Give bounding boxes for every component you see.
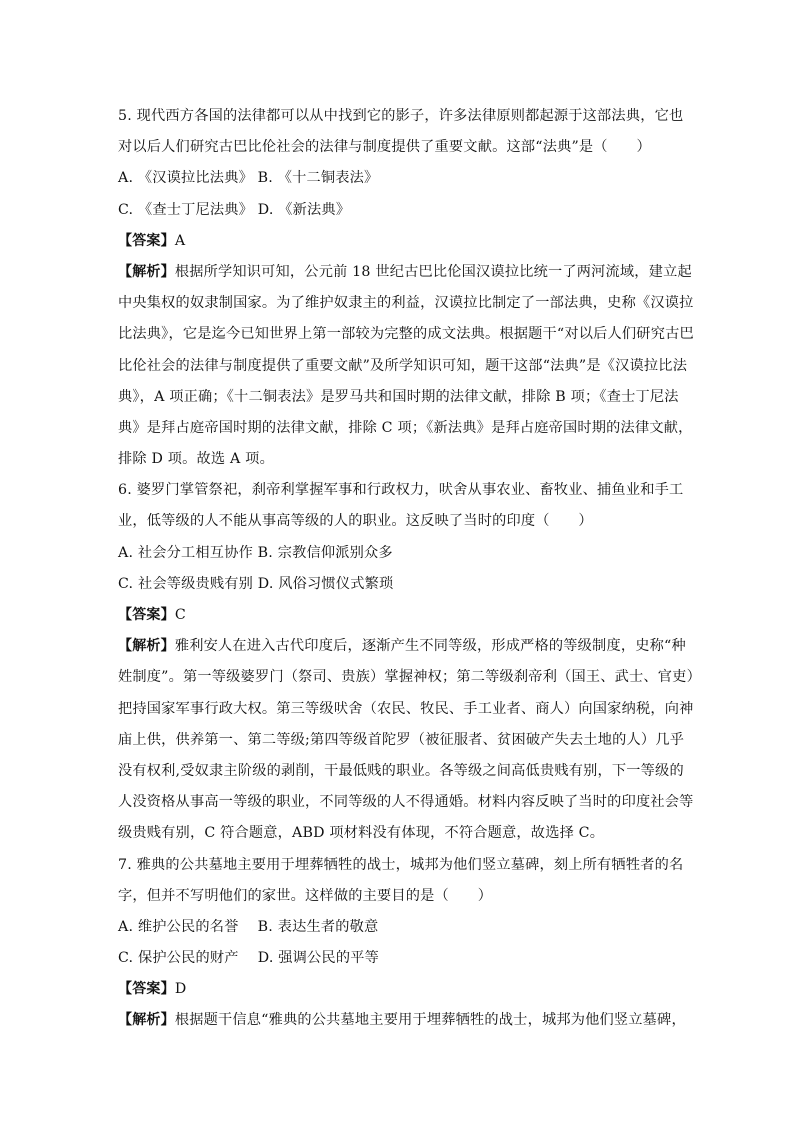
answer-value: C (174, 607, 186, 623)
analysis-line: 姓制度”。第一等级婆罗门（祭司、贵族）掌握神权；第二等级刹帝利（国王、武士、官吏） (118, 669, 701, 686)
option-line: C. 《查士丁尼法典》 D. 《新法典》 (118, 201, 351, 218)
answer-tag: 【答案】 (118, 232, 175, 249)
analysis-tag: 【解析】 (118, 1012, 175, 1029)
analysis-line: 没有权利,受奴隶主阶级的剥削，干最低贱的职业。各等级之间高低贵贱有别，下一等级的 (118, 762, 684, 779)
analysis-line (118, 631, 686, 662)
analysis-line: 中央集权的奴隶制国家。为了维护奴隶主的利益，汉谟拉比制定了一部法典，史称《汉谟拉 (118, 295, 694, 312)
answer-tag: 【答案】 (118, 607, 175, 623)
analysis-line: 典》，A 项正确；《十二铜表法》是罗马共和国时期的法律文献，排除 B 项；《查士丁尼法 (118, 388, 679, 405)
analysis-line: 人没资格从事高一等级的职业，不同等级的人不得通婚。材料内容反映了当时的印度社会等 (118, 794, 694, 811)
answer-value: A (174, 232, 186, 249)
analysis-line: 比法典》，它是迄今已知世界上第一部较为完整的成文法典。根据题干“对以后人们研究古巴 (118, 326, 694, 343)
analysis-text: 根据所学知识可知，公元前 18 世纪古巴比伦国汉谟拉比统一了两河流域，建立起 (174, 263, 692, 280)
question-stem-line: 5. 现代西方各国的法律都可以从中找到它的影子，许多法律原则都起源于这部法典，它也 (118, 108, 684, 124)
option-line: A. 社会分工相互协作 B. 宗教信仰派别众多 (118, 544, 393, 561)
analysis-line (118, 257, 692, 288)
analysis-line: 庙上供，供养第一、第二等级;第四等级首陀罗（被征服者、贫困破产失去土地的人）几乎 (118, 731, 685, 748)
analysis-line: 典》是拜占庭帝国时期的法律文献，排除 C 项；《新法典》是拜占庭帝国时期的法律文献， (118, 419, 693, 436)
question-stem-line: 对以后人们研究古巴比伦社会的法律与制度提供了重要文献。这部“法典”是（ ） (118, 139, 651, 156)
question-5 (118, 101, 694, 475)
option-line: A. 维护公民的名誉 B. 表达生者的敬意 (118, 918, 379, 935)
answer-line (118, 226, 680, 257)
answer-tag: 【答案】 (118, 981, 175, 998)
answer-line (118, 974, 680, 1005)
answer-value: D (174, 981, 187, 998)
analysis-line: 排除 D 项。故选 A 项。 (118, 451, 274, 468)
analysis-line: 把持国家军事行政大权。第三等级吠舍（农民、牧民、手工业者、商人）向国家纳税，向神 (118, 700, 694, 717)
question-stem-line: 字，但并不写明他们的家世。这样做的主要目的是（ ） (118, 887, 493, 904)
question-stem-line: 7. 雅典的公共墓地主要用于埋葬牺牲的战士，城邦为他们竖立墓碑，刻上所有牺牲者的名 (118, 856, 684, 873)
question-stem-line: 6. 婆罗门掌管祭祀，刹帝利掌握军事和行政权力，吠舍从事农业、畜牧业、捕鱼业和手工 (118, 482, 684, 499)
option-line: A. 《汉谟拉比法典》 B. 《十二铜表法》 (118, 170, 379, 187)
analysis-text: 雅利安人在进入古代印度后，逐渐产生不同等级，形成严格的等级制度，史称“种 (174, 638, 686, 655)
document-page (118, 101, 701, 1037)
question-6 (118, 475, 701, 849)
option-line: C. 社会等级贵贱有别 D. 风俗习惯仪式繁琐 (118, 575, 394, 592)
analysis-line: 比伦社会的法律与制度提供了重要文献”及所学知识可知，题干这部“法典”是《汉谟拉比法 (118, 357, 688, 374)
analysis-tag: 【解析】 (118, 263, 175, 280)
analysis-line: 级贵贱有别，C 符合题意，ABD 项材料没有体现，不符合题意，故选择 C。 (118, 825, 605, 842)
answer-line (118, 600, 680, 631)
option-line: C. 保护公民的财产 D. 强调公民的平等 (118, 950, 379, 967)
question-stem-line: 业，低等级的人不能从事高等级的人的职业。这反映了当时的印度（ ） (118, 513, 593, 530)
analysis-text: 根据题干信息“雅典的公共墓地主要用于埋葬牺牲的战士，城邦为他们竖立墓碑， (174, 1012, 686, 1029)
analysis-tag: 【解析】 (118, 638, 175, 655)
analysis-line (118, 1005, 686, 1036)
question-7 (118, 850, 686, 1037)
